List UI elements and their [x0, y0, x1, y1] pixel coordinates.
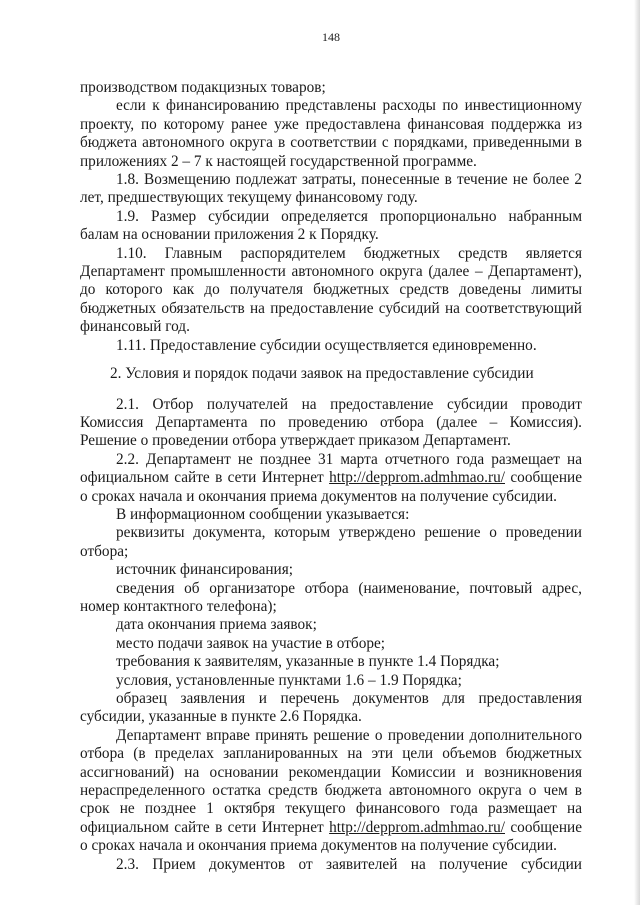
list-item: место подачи заявок на участие в отборе; [116, 634, 386, 652]
section-heading: 2. Условия и порядок подачи заявок на предоставление субсидии [110, 365, 534, 383]
paragraph [80, 727, 582, 856]
scan-edge [634, 0, 640, 905]
paragraph-text: Департамент вправе принять решение о проведении дополнительного отбора (в пределах запланированных на эти цели объемов бюджетных ассигнований) на основании рекомендации Комиссии и возникновения нераспределенного остатка средств бюджета автономного округа о чем в срок не позднее 1 октября текущего финансового года размещает на официальном сайте в сети Интернет [80, 726, 582, 836]
list-item: образец заявления и перечень документов для предоставления субсидии, указанные в пункте 2.6 Порядка. [80, 690, 582, 726]
paragraph-text: сообщение о сроках начала и окончания приема документов на получение субсидии. [80, 818, 582, 855]
list-item: реквизиты документа, которым утверждено решение о проведении отбора; [80, 524, 582, 560]
list-item: условия, установленные пунктами 1.6 – 1.9 Порядка; [116, 671, 462, 689]
paragraph: 2.1. Отбор получателей на предоставление субсидии проводит Комиссия Департамента по проведению отбора (далее – Комиссия). Решение о проведении отбора утверждает приказом Департамент. [80, 395, 582, 450]
paragraph: 1.10. Главным распорядителем бюджетных средств является Департамент промышленности автономного округа (далее – Департамент), до которого как до получателя бюджетных средств доведены лимиты бюджетных обязательств на предоставление субсидий на соответствующий финансовый год. [80, 244, 582, 336]
depprom-link[interactable]: http://depprom.admhmao.ru/ [329, 818, 505, 836]
document-body [80, 79, 582, 874]
paragraph-text: 2.2. Департамент не позднее 31 марта отчетного года размещает на официальном сайте в сети Интернет [80, 450, 582, 487]
list-item: требования к заявителям, указанные в пункте 1.4 Порядка; [116, 653, 500, 671]
paragraph: 2.3. Прием документов от заявителей на получение субсидии [116, 855, 582, 873]
list-item: дата окончания приема заявок; [116, 616, 317, 634]
paragraph: 1.11. Предоставление субсидии осуществляется единовременно. [116, 336, 537, 354]
paragraph: 1.8. Возмещению подлежат затраты, понесенные в течение не более 2 лет, предшествующих текущему финансовому году. [80, 171, 582, 207]
depprom-link[interactable]: http://depprom.admhmao.ru/ [329, 469, 505, 487]
paragraph: 1.9. Размер субсидии определяется пропорционально набранным балам на основании приложения 2 к Порядку. [80, 207, 582, 244]
paragraph-text: сообщение о сроках начала и окончания приема документов на получение субсидии. [80, 469, 582, 505]
list-item: источник финансирования; [116, 561, 294, 579]
page-number: 148 [322, 30, 340, 44]
paragraph: В информационном сообщении указывается: [116, 505, 410, 523]
paragraph: производством подакцизных товаров; [80, 79, 326, 96]
paragraph [80, 451, 582, 506]
list-item: сведения об организаторе отбора (наименование, почтовый адрес, номер контактного телефона); [80, 579, 582, 615]
paragraph: если к финансированию представлены расходы по инвестиционному проекту, по которому ранее уже предоставлена финансовая поддержка из бюджета автономного округа в соответствии с порядками, приведенными в приложениях 2 – 7 к настоящей государственной программе. [80, 97, 582, 170]
